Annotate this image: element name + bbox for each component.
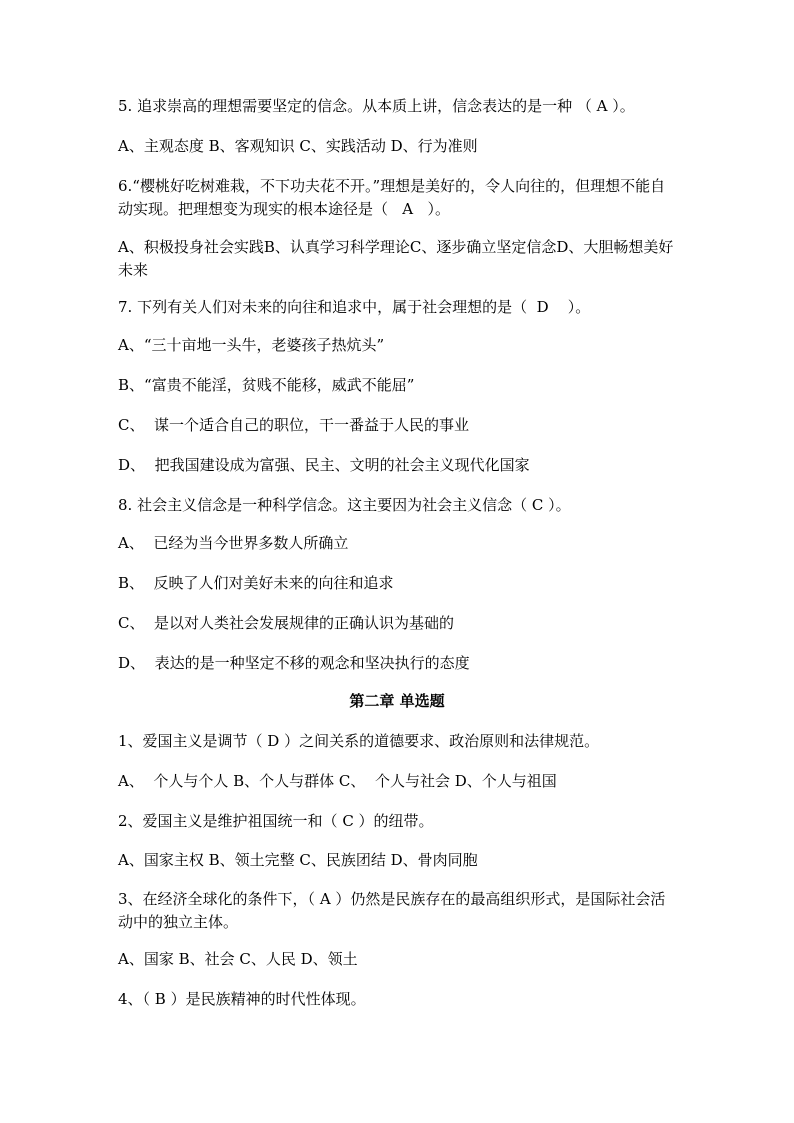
question-8: 8. 社会主义信念是一种科学信念。这主要因为社会主义信念（ C ）。 — [118, 496, 571, 514]
question-7-option-d: D、 把我国建设成为富强、民主、文明的社会主义现代化国家 — [118, 456, 530, 474]
question-7: 7. 下列有关人们对未来的向往和追求中，属于社会理想的是（ D ）。 — [118, 298, 591, 316]
question-6-options: A、积极投身社会实践B、认真学习科学理论C、逐步确立坚定信念D、大胆畅想美好未来 — [118, 238, 674, 279]
question-8-option-b: B、 反映了人们对美好未来的向往和追求 — [118, 574, 394, 592]
question-8-option-c: C、 是以对人类社会发展规律的正确认识为基础的 — [118, 614, 455, 632]
ch2-question-1-options: A、 个人与个人 B、个人与群体 C、 个人与社会 D、个人与祖国 — [118, 772, 557, 790]
question-8-option-a: A、 已经为当今世界多数人所确立 — [118, 534, 349, 552]
ch2-question-2-options: A、国家主权 B、领土完整 C、民族团结 D、骨肉同胞 — [118, 851, 478, 869]
ch2-question-1: 1、爱国主义是调节（ D ）之间关系的道德要求、政治原则和法律规范。 — [118, 732, 600, 750]
question-8-option-d: D、 表达的是一种坚定不移的观念和坚决执行的态度 — [118, 654, 470, 672]
question-7-option-b: B、“富贵不能淫，贫贱不能移，威武不能屈” — [118, 376, 415, 394]
question-5-options: A、主观态度 B、客观知识 C、实践活动 D、行为准则 — [118, 137, 478, 155]
ch2-question-3: 3、在经济全球化的条件下，（ A ）仍然是民族存在的最高组织形式，是国际社会活动中的独立主体。 — [118, 890, 666, 931]
ch2-question-4: 4、（ B ）是民族精神的时代性体现。 — [118, 990, 366, 1008]
ch2-question-3-options: A、国家 B、社会 C、人民 D、领土 — [118, 950, 358, 968]
chapter-2-heading: 第二章 单选题 — [349, 692, 445, 710]
ch2-question-2: 2、爱国主义是维护祖国统一和（ C ）的纽带。 — [118, 812, 434, 830]
question-6: 6.“樱桃好吃树难栽，不下功夫花不开。”理想是美好的，令人向往的，但理想不能自动实现。把理想变为现实的根本途径是（ A ）。 — [118, 177, 666, 218]
question-5: 5. 追求崇高的理想需要坚定的信念。从本质上讲，信念表达的是一种 （ A ）。 — [118, 97, 635, 115]
question-7-option-a: A、“三十亩地一头牛，老婆孩子热炕头” — [118, 336, 385, 354]
question-7-option-c: C、 谋一个适合自己的职位，干一番益于人民的事业 — [118, 416, 470, 434]
